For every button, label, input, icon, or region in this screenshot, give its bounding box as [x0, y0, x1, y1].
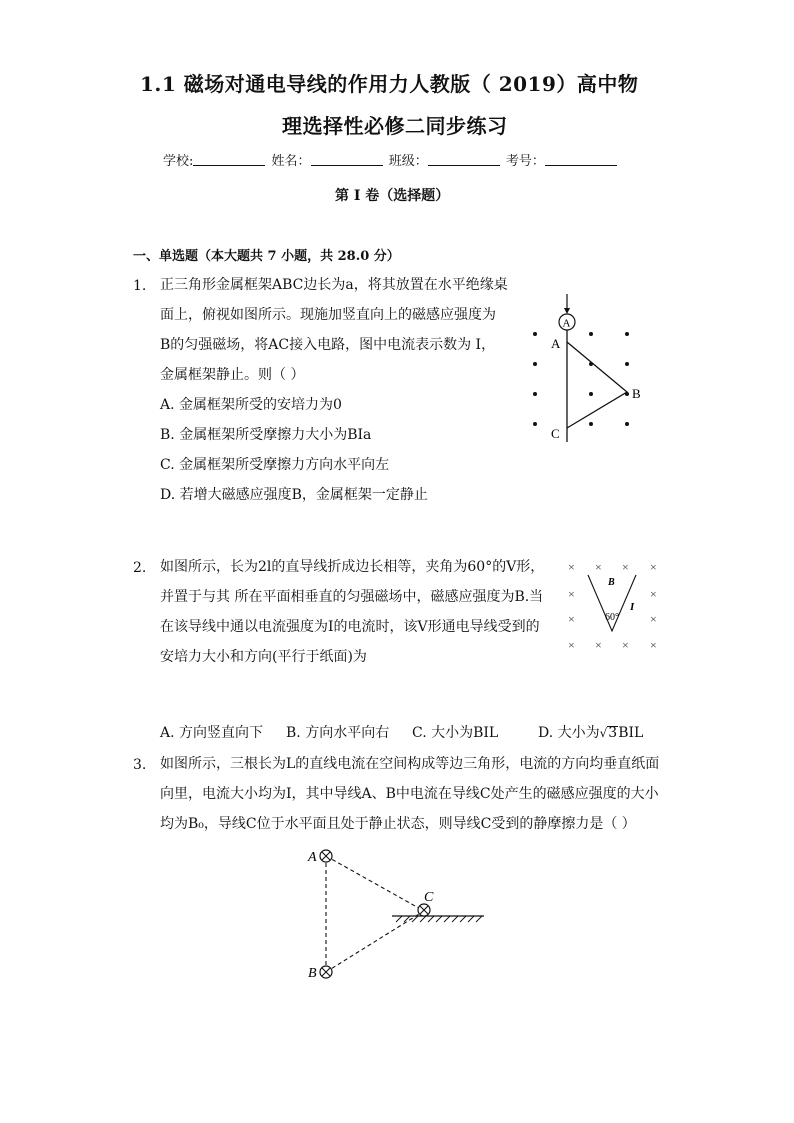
q3-wire-c-symbol	[418, 904, 430, 916]
name-label: 姓名：	[271, 154, 311, 169]
q1-option-c: C. 金属框架所受摩擦力方向水平向左	[160, 457, 390, 473]
q1-stem	[160, 270, 508, 510]
volume-title: 第 I 卷（选择题）	[335, 188, 450, 204]
exam-no-blank	[545, 153, 617, 166]
q3-stem	[160, 749, 659, 839]
q1-triangle-frame	[567, 342, 627, 428]
q1-label-c: C	[551, 426, 560, 441]
doc-title-line1: 1.1 磁场对通电导线的作用力人教版（ 2019）高中物	[140, 72, 639, 96]
q1-number: 1.	[133, 278, 147, 294]
q3-dashed-triangle	[326, 856, 424, 972]
q3-wire-b-symbol	[320, 966, 332, 978]
q2-option-d-prefix: D. 大小为	[538, 725, 600, 741]
q2-line: 在该导线中通以电流强度为I的电流时，该V形通电导线受到的	[160, 619, 540, 635]
q3-label-a: A	[308, 850, 317, 865]
q2-option-c: C. 大小为BIL	[412, 725, 499, 741]
q2-option-d-root: 3	[608, 725, 618, 741]
svg-text:×: ×	[568, 587, 575, 601]
q2-figure	[560, 553, 670, 658]
exam-no-label: 考号：	[505, 154, 545, 169]
q3-figure	[300, 840, 500, 990]
doc-title-line2: 理选择性必修二同步练习	[282, 114, 508, 138]
class-label: 班级：	[388, 154, 428, 169]
svg-text:×: ×	[568, 638, 575, 652]
q1-line: 金属框架静止。则（ ）	[160, 367, 305, 383]
q2-number: 2.	[133, 560, 147, 576]
q2-field-crosses	[568, 560, 657, 652]
q3-label-b: B	[308, 966, 317, 981]
svg-text:×: ×	[650, 560, 657, 574]
q1-field-dots	[533, 332, 629, 426]
q1-line: 正三角形金属框架ABC边长为a，将其放置在水平绝缘桌	[160, 277, 508, 293]
q3-label-c: C	[424, 890, 434, 905]
student-info-row	[163, 150, 619, 169]
school-blank	[193, 153, 265, 166]
q2-angle-label: 60°	[605, 612, 619, 623]
q3-surface-hatching	[396, 916, 482, 922]
q2-stem	[160, 552, 544, 672]
svg-text:×: ×	[595, 638, 602, 652]
q3-wire-a-symbol	[320, 850, 332, 862]
name-blank	[311, 153, 383, 166]
q1-option-a: A. 金属框架所受的安培力为0	[160, 397, 342, 413]
q2-line: 并置于与其 所在平面相垂直的匀强磁场中，磁感应强度为B.当	[160, 589, 544, 605]
school-label: 学校:	[163, 154, 194, 169]
svg-text:×: ×	[650, 587, 657, 601]
q1-label-b: B	[632, 386, 641, 401]
svg-text:×: ×	[622, 560, 629, 574]
q2-option-d: D. 大小为√3BIL	[538, 725, 644, 741]
q3-line: 向里，电流大小均为I，其中导线A、B中电流在导线C处产生的磁感应强度的大小	[160, 786, 659, 802]
svg-text:×: ×	[622, 638, 629, 652]
q3-line: 均为B₀，导线C位于水平面且处于静止状态，则导线C受到的静摩擦力是（ ）	[160, 816, 636, 832]
q2-option-a: A. 方向竖直向下	[160, 725, 264, 741]
svg-text:×: ×	[568, 560, 575, 574]
q3-line: 如图所示，三根长为L的直线电流在空间构成等边三角形，电流的方向均垂直纸面	[160, 756, 660, 772]
section-heading: 一、单选题（本大题共 7 小题，共 28.0 分）	[133, 249, 400, 264]
q2-option-d-suffix: BIL	[618, 725, 644, 741]
q2-line: 如图所示，长为2l的直导线折成边长相等，夹角为60°的V形，	[160, 559, 545, 575]
q1-figure	[515, 290, 655, 460]
svg-text:×: ×	[595, 560, 602, 574]
q2-option-b: B. 方向水平向右	[286, 725, 390, 741]
q2-i-label: I	[630, 601, 635, 613]
q1-arrowhead	[564, 308, 570, 314]
q1-option-d: D. 若增大磁感应强度B，金属框架一定静止	[160, 487, 428, 503]
svg-text:×: ×	[568, 612, 575, 626]
q1-line: B的匀强磁场，将AC接入电路，图中电流表示数为 I，	[160, 337, 496, 353]
svg-text:×: ×	[650, 612, 657, 626]
q1-option-b: B. 金属框架所受摩擦力大小为BIa	[160, 427, 372, 443]
class-blank	[428, 153, 500, 166]
q1-ammeter-label: A	[562, 317, 571, 330]
svg-text:×: ×	[650, 638, 657, 652]
q1-line: 面上，俯视如图所示。现施加竖直向上的磁感应强度为	[160, 307, 496, 323]
q2-b-label: B	[608, 577, 615, 588]
q2-line: 安培力大小和方向(平行于纸面)为	[160, 649, 367, 665]
q1-label-a: A	[551, 336, 561, 351]
q3-number: 3.	[133, 757, 147, 773]
